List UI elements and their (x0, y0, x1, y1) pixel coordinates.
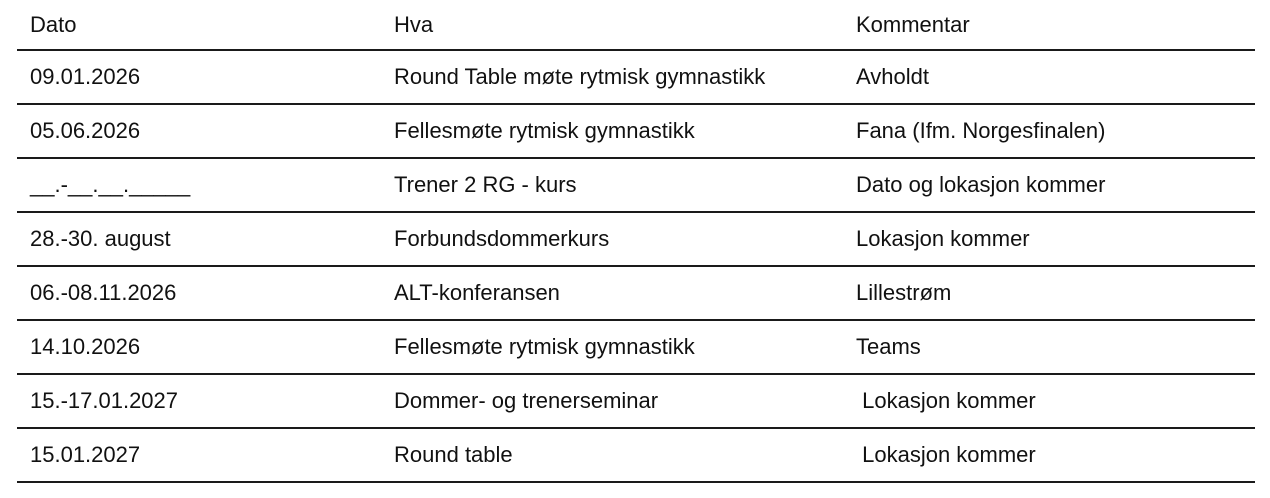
cell-date: 15.01.2027 (17, 428, 381, 482)
column-header-date: Dato (17, 0, 381, 50)
cell-comment: Dato og lokasjon kommer (843, 158, 1255, 212)
cell-date: 28.-30. august (17, 212, 381, 266)
cell-date: 06.-08.11.2026 (17, 266, 381, 320)
table-row (17, 266, 1255, 320)
cell-what: Trener 2 RG - kurs (381, 158, 843, 212)
cell-comment: Lokasjon kommer (843, 374, 1255, 428)
events-table-container (17, 0, 1255, 483)
cell-date: 15.-17.01.2027 (17, 374, 381, 428)
table-row (17, 104, 1255, 158)
cell-date: 14.10.2026 (17, 320, 381, 374)
table-header-row (17, 0, 1255, 50)
cell-what: Fellesmøte rytmisk gymnastikk (381, 104, 843, 158)
cell-date: 09.01.2026 (17, 50, 381, 104)
table-row (17, 374, 1255, 428)
cell-what: ALT-konferansen (381, 266, 843, 320)
cell-date: 05.06.2026 (17, 104, 381, 158)
cell-what: Round table (381, 428, 843, 482)
cell-date: __.-__.__._____ (17, 158, 381, 212)
cell-comment: Lokasjon kommer (843, 428, 1255, 482)
table-row (17, 158, 1255, 212)
cell-comment: Teams (843, 320, 1255, 374)
cell-comment: Fana (Ifm. Norgesfinalen) (843, 104, 1255, 158)
table-row (17, 320, 1255, 374)
column-header-comment: Kommentar (843, 0, 1255, 50)
cell-what: Dommer- og trenerseminar (381, 374, 843, 428)
cell-what: Forbundsdommerkurs (381, 212, 843, 266)
column-header-what: Hva (381, 0, 843, 50)
events-table (17, 0, 1255, 483)
cell-comment: Lokasjon kommer (843, 212, 1255, 266)
cell-comment: Lillestrøm (843, 266, 1255, 320)
table-row (17, 428, 1255, 482)
cell-comment: Avholdt (843, 50, 1255, 104)
cell-what: Fellesmøte rytmisk gymnastikk (381, 320, 843, 374)
table-row (17, 50, 1255, 104)
table-row (17, 212, 1255, 266)
cell-what: Round Table møte rytmisk gymnastikk (381, 50, 843, 104)
